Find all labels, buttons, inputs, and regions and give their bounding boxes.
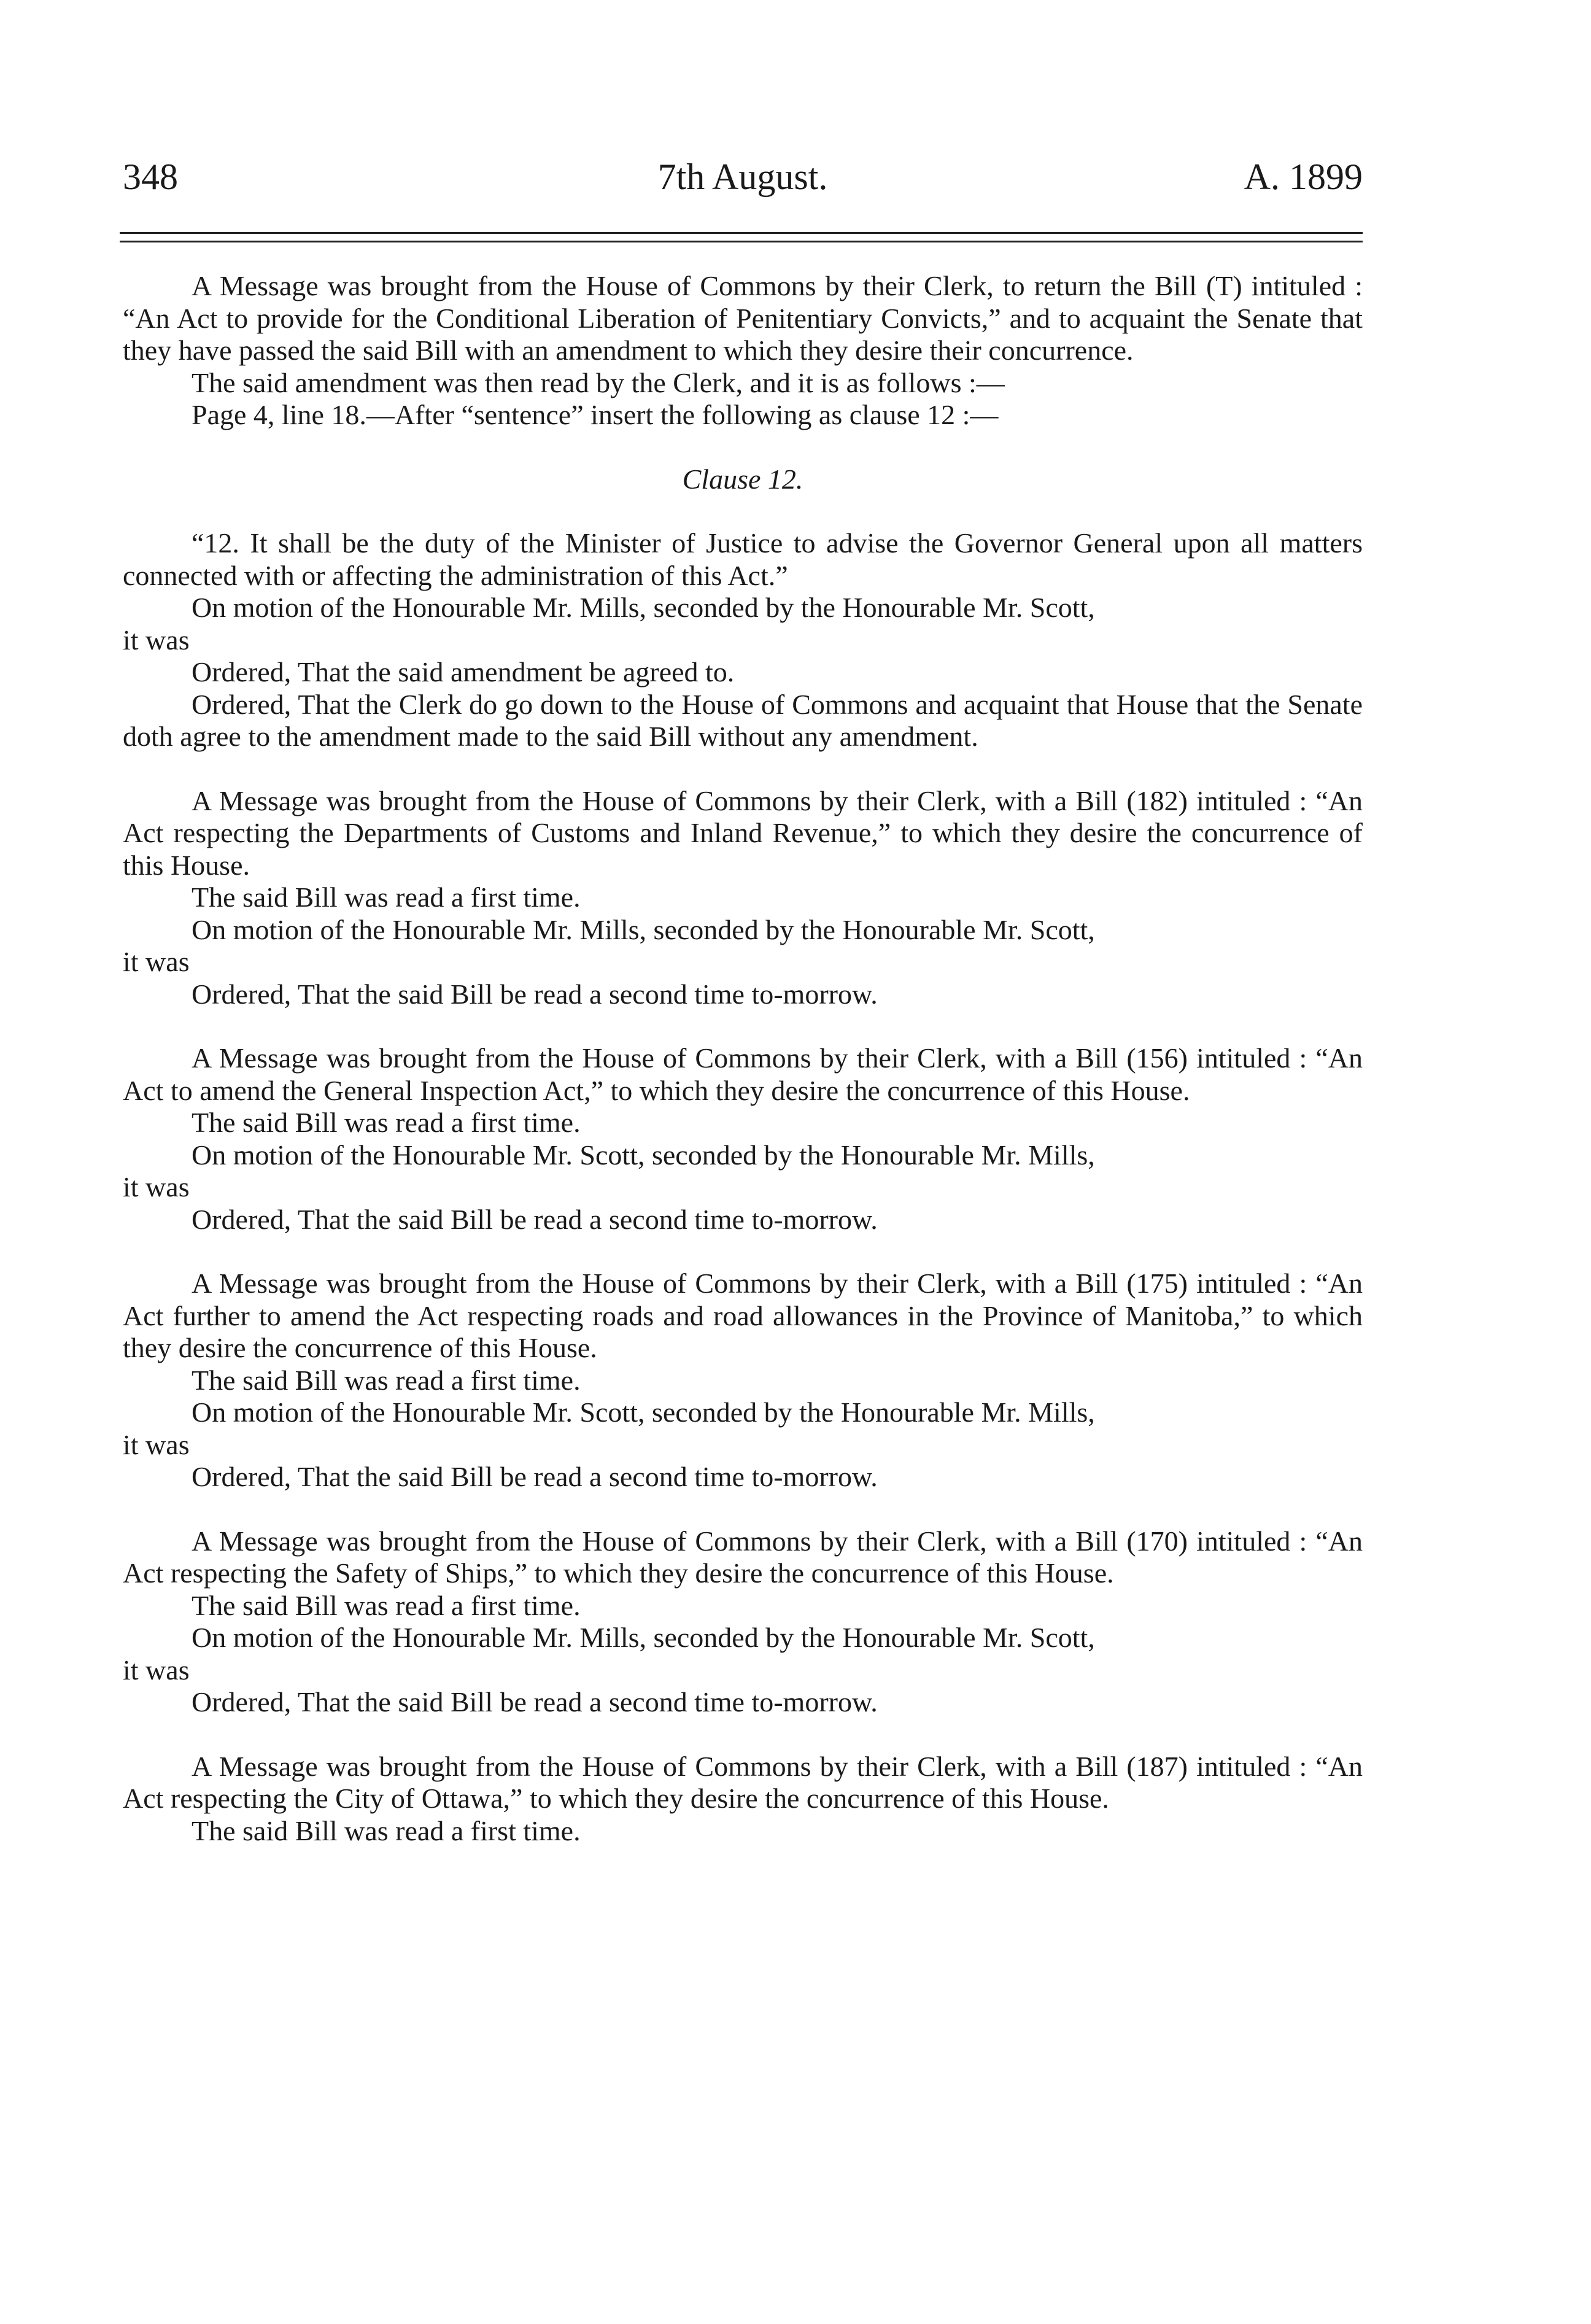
- first-reading-line: The said Bill was read a first time.: [192, 1589, 581, 1621]
- message-paragraph: A Message was brought from the House of Commons by their Clerk, with a Bill (182) intituled : “An Act respecting the Departments of Customs and Inland Revenue,” to which they desire the concurrence of this House.: [123, 784, 1363, 881]
- it-was-line: it was: [123, 946, 190, 977]
- entry-bill-170: [123, 1525, 1363, 1719]
- header-year: A. 1899: [1244, 157, 1363, 197]
- motion-line: On motion of the Honourable Mr. Scott, seconded by the Honourable Mr. Mills,: [192, 1396, 1095, 1428]
- order-line: Ordered, That the said amendment be agreed to.: [192, 656, 735, 688]
- clause-heading: Clause 12.: [682, 463, 803, 495]
- message-paragraph: A Message was brought from the House of Commons by their Clerk, with a Bill (170) intituled : “An Act respecting the Safety of Ships,” to which they desire the concurrence of this House.: [123, 1525, 1363, 1589]
- message-paragraph: A Message was brought from the House of Commons by their Clerk, to return the Bill (T) intituled : “An Act to provide for the Conditional Liberation of Penitentiary Convicts,” and to acquaint the Senate that they have passed the said Bill with an amendment to which they desire their concurrence.: [123, 270, 1363, 366]
- motion-line: On motion of the Honourable Mr. Scott, seconded by the Honourable Mr. Mills,: [192, 1139, 1095, 1171]
- it-was-line: it was: [123, 1654, 190, 1686]
- order-line: Ordered, That the said Bill be read a second time to-morrow.: [192, 1461, 878, 1492]
- first-reading-line: The said Bill was read a first time.: [192, 1364, 581, 1396]
- entry-bill-156: [123, 1042, 1363, 1236]
- entry-bill-187: [123, 1751, 1363, 1848]
- order-line: Ordered, That the said Bill be read a second time to-morrow.: [192, 1686, 878, 1718]
- it-was-line: it was: [123, 624, 190, 656]
- page-number: 348: [123, 157, 178, 197]
- amendment-instruction: Page 4, line 18.—After “sentence” insert the following as clause 12 :—: [192, 399, 999, 430]
- order-line: Ordered, That the Clerk do go down to the House of Commons and acquaint that House that the Senate doth agree to the amendment made to the said Bill without any amendment.: [123, 688, 1363, 752]
- page-header: [123, 152, 1363, 201]
- order-line: Ordered, That the said Bill be read a second time to-morrow.: [192, 978, 878, 1010]
- amendment-read-line: The said amendment was then read by the Clerk, and it is as follows :—: [192, 366, 1005, 398]
- header-rule-bottom: [120, 241, 1363, 242]
- entry-bill-182: [123, 785, 1363, 1011]
- it-was-line: it was: [123, 1428, 190, 1460]
- it-was-line: it was: [123, 1171, 190, 1203]
- entry-bill-175: [123, 1268, 1363, 1493]
- header-rule-top: [120, 232, 1363, 234]
- message-paragraph: A Message was brought from the House of Commons by their Clerk, with a Bill (187) intituled : “An Act respecting the City of Ottawa,” to which they desire the concurrence of this House.: [123, 1750, 1363, 1814]
- page-body: [123, 270, 1363, 1847]
- order-line: Ordered, That the said Bill be read a second time to-morrow.: [192, 1203, 878, 1235]
- message-paragraph: A Message was brought from the House of Commons by their Clerk, with a Bill (156) intituled : “An Act to amend the General Inspection Act,” to which they desire the concurrence of this House.: [123, 1042, 1363, 1106]
- motion-line: On motion of the Honourable Mr. Mills, seconded by the Honourable Mr. Scott,: [192, 913, 1095, 945]
- first-reading-line: The said Bill was read a first time.: [192, 1815, 581, 1846]
- header-date: 7th August.: [657, 157, 828, 197]
- entry-bill-t: [123, 270, 1363, 753]
- motion-line: On motion of the Honourable Mr. Mills, seconded by the Honourable Mr. Scott,: [192, 592, 1095, 623]
- first-reading-line: The said Bill was read a first time.: [192, 881, 581, 913]
- first-reading-line: The said Bill was read a first time.: [192, 1107, 581, 1138]
- clause-text: “12. It shall be the duty of the Minister of Justice to advise the Governor General upon all matters connected with or affecting the administration of this Act.”: [123, 527, 1363, 591]
- motion-line: On motion of the Honourable Mr. Mills, seconded by the Honourable Mr. Scott,: [192, 1622, 1095, 1653]
- message-paragraph: A Message was brought from the House of Commons by their Clerk, with a Bill (175) intituled : “An Act further to amend the Act respecting roads and road allowances in the Province of Manitoba,” to which they desire the concurrence of this House.: [123, 1268, 1363, 1363]
